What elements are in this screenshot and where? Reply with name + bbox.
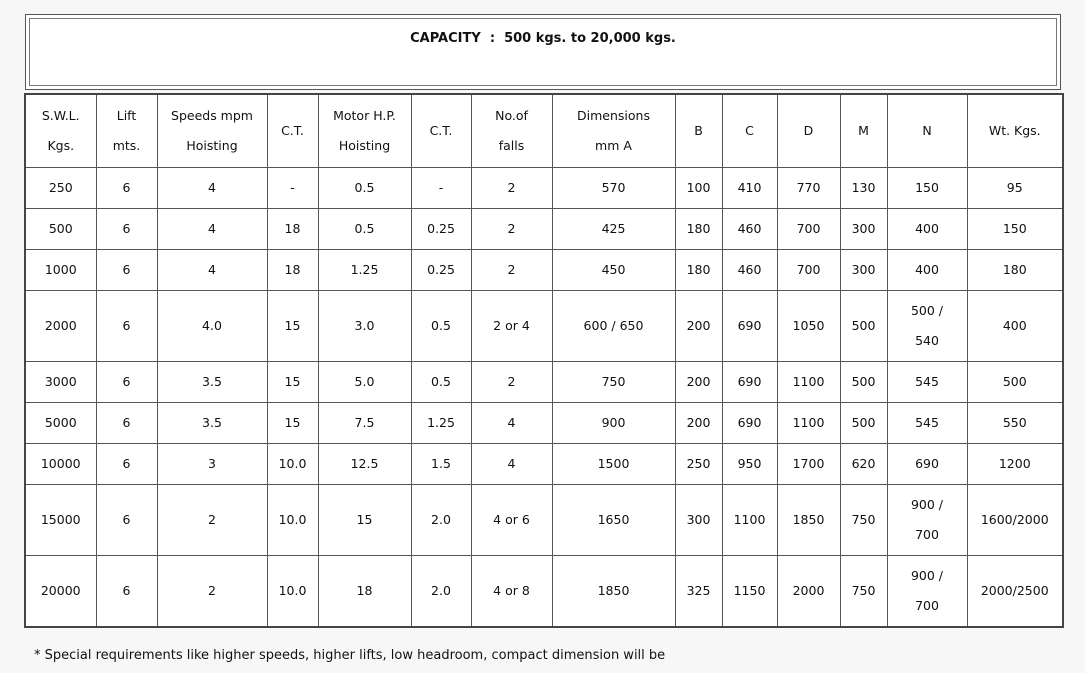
table-cell: 4 — [157, 209, 267, 250]
table-cell: 6 — [96, 485, 157, 556]
table-cell: 3.5 — [157, 362, 267, 403]
table-cell: 500 — [840, 291, 887, 362]
column-header — [267, 94, 318, 168]
table-cell: 2000 — [25, 291, 96, 362]
table-cell: 750 — [840, 556, 887, 628]
table-cell: 500 — [840, 362, 887, 403]
column-header-line1: Dimensions — [577, 108, 650, 123]
table-cell: 690 — [722, 403, 777, 444]
table-row — [25, 362, 1063, 403]
cell-line1: 900 / — [910, 568, 944, 583]
table-cell: 2 — [471, 362, 552, 403]
column-header — [157, 94, 267, 168]
cell-line1: 900 / — [910, 497, 944, 512]
table-row — [25, 403, 1063, 444]
column-header — [471, 94, 552, 168]
table-cell: 3.0 — [318, 291, 411, 362]
table-cell: 4 — [157, 168, 267, 209]
table-cell: 3000 — [25, 362, 96, 403]
table-cell: 15 — [267, 362, 318, 403]
table-cell: 545 — [887, 403, 967, 444]
table-cell: 325 — [675, 556, 722, 628]
table-cell: 100 — [675, 168, 722, 209]
table-cell: 400 — [887, 209, 967, 250]
column-header-line1: Speeds mpm — [171, 108, 253, 123]
table-cell: 0.5 — [411, 362, 471, 403]
header-row — [25, 94, 1063, 168]
cell-line2: 700 — [915, 527, 939, 542]
table-row — [25, 556, 1063, 628]
table-cell: 1850 — [777, 485, 840, 556]
table-cell: 460 — [722, 209, 777, 250]
column-header-line2: mts. — [112, 138, 141, 153]
table-cell: 1600/2000 — [967, 485, 1063, 556]
table-cell: 700 — [777, 250, 840, 291]
table-cell: 2 — [157, 556, 267, 628]
table-row — [25, 291, 1063, 362]
table-cell — [887, 485, 967, 556]
column-header — [552, 94, 675, 168]
table-cell: 6 — [96, 168, 157, 209]
table-cell: 3 — [157, 444, 267, 485]
table-cell: 500 — [840, 403, 887, 444]
capacity-box — [25, 14, 1061, 90]
table-cell: 450 — [552, 250, 675, 291]
table-cell: 1200 — [967, 444, 1063, 485]
column-header-line1: Motor H.P. — [333, 108, 396, 123]
table-cell: 1050 — [777, 291, 840, 362]
table-cell: 250 — [25, 168, 96, 209]
table-cell: 15 — [318, 485, 411, 556]
table-cell: 1100 — [777, 362, 840, 403]
table-body — [25, 168, 1063, 628]
table-cell: 545 — [887, 362, 967, 403]
table-cell: 400 — [967, 291, 1063, 362]
column-header-line1: Wt. Kgs. — [988, 123, 1041, 138]
table-cell: 2 or 4 — [471, 291, 552, 362]
footnote: * Special requirements like higher speeds, higher lifts, low headroom, compact dimension will be — [34, 648, 666, 663]
column-header — [25, 94, 96, 168]
table-cell: 3.5 — [157, 403, 267, 444]
column-header-line1: B — [694, 123, 703, 138]
column-header — [411, 94, 471, 168]
table-cell: 570 — [552, 168, 675, 209]
column-header-line1: C.T. — [429, 123, 453, 138]
table-cell: 1700 — [777, 444, 840, 485]
table-cell: 2 — [157, 485, 267, 556]
table-cell: 300 — [840, 209, 887, 250]
table-cell: 10.0 — [267, 556, 318, 628]
table-cell: 4 — [471, 444, 552, 485]
table-row — [25, 485, 1063, 556]
table-cell: 550 — [967, 403, 1063, 444]
column-header — [777, 94, 840, 168]
column-header — [318, 94, 411, 168]
table-cell: 6 — [96, 444, 157, 485]
table-cell: 18 — [318, 556, 411, 628]
table-cell: 500 — [25, 209, 96, 250]
table-row — [25, 444, 1063, 485]
column-header-line1: N — [922, 123, 932, 138]
table-cell: 6 — [96, 209, 157, 250]
table-cell: 18 — [267, 250, 318, 291]
column-header-line1: No.of — [495, 108, 528, 123]
table-cell: 1000 — [25, 250, 96, 291]
table-cell: 700 — [777, 209, 840, 250]
table-row — [25, 168, 1063, 209]
column-header — [887, 94, 967, 168]
table-cell: 750 — [552, 362, 675, 403]
table-cell: 620 — [840, 444, 887, 485]
column-header-line1: D — [803, 123, 814, 138]
table-cell: 690 — [887, 444, 967, 485]
table-cell: 6 — [96, 362, 157, 403]
table-cell: 400 — [887, 250, 967, 291]
cell-line1: 500 / — [910, 303, 944, 318]
column-header-line1: M — [858, 123, 869, 138]
column-header — [96, 94, 157, 168]
table-cell: 950 — [722, 444, 777, 485]
table-cell: 2.0 — [411, 556, 471, 628]
table-cell: 5000 — [25, 403, 96, 444]
table-cell: 4 or 6 — [471, 485, 552, 556]
table-row — [25, 209, 1063, 250]
table-cell: 10.0 — [267, 444, 318, 485]
column-header-line1: C.T. — [281, 123, 304, 138]
table-cell: 1100 — [722, 485, 777, 556]
table-cell: 10000 — [25, 444, 96, 485]
table-cell: 7.5 — [318, 403, 411, 444]
table-cell: 15 — [267, 403, 318, 444]
column-header-line1: S.W.L. — [41, 108, 80, 123]
table-cell: 2000/2500 — [967, 556, 1063, 628]
table-cell: 150 — [967, 209, 1063, 250]
table-cell: 6 — [96, 250, 157, 291]
table-cell: 2.0 — [411, 485, 471, 556]
column-header — [675, 94, 722, 168]
table-cell: 18 — [267, 209, 318, 250]
table-cell: 180 — [675, 250, 722, 291]
column-header-line2: Kgs. — [47, 138, 75, 153]
table-cell: 20000 — [25, 556, 96, 628]
table-cell: 4.0 — [157, 291, 267, 362]
table-cell: 180 — [967, 250, 1063, 291]
table-cell: 1500 — [552, 444, 675, 485]
table-cell: 2 — [471, 209, 552, 250]
table-cell: 6 — [96, 556, 157, 628]
table-cell: 1.5 — [411, 444, 471, 485]
table-cell — [887, 556, 967, 628]
table-cell: 2 — [471, 250, 552, 291]
table-cell: 200 — [675, 362, 722, 403]
column-header-line2: mm A — [595, 138, 632, 153]
table-cell: 1850 — [552, 556, 675, 628]
table-cell: 250 — [675, 444, 722, 485]
table-cell: 300 — [840, 250, 887, 291]
spec-table — [24, 93, 1064, 628]
table-cell: 180 — [675, 209, 722, 250]
table-cell: - — [267, 168, 318, 209]
table-cell: 6 — [96, 291, 157, 362]
table-cell: 4 — [157, 250, 267, 291]
capacity-title: CAPACITY : 500 kgs. to 20,000 kgs. — [410, 31, 676, 46]
table-cell: 10.0 — [267, 485, 318, 556]
table-cell: 150 — [887, 168, 967, 209]
table-cell: 0.25 — [411, 250, 471, 291]
table-cell: 425 — [552, 209, 675, 250]
table-cell: 0.5 — [318, 209, 411, 250]
table-cell: 4 — [471, 403, 552, 444]
table-cell: 750 — [840, 485, 887, 556]
cell-line2: 700 — [915, 598, 939, 613]
table-cell: 1150 — [722, 556, 777, 628]
column-header — [840, 94, 887, 168]
table-cell: 1.25 — [318, 250, 411, 291]
table-cell: 2 — [471, 168, 552, 209]
column-header — [967, 94, 1063, 168]
table-cell: 0.5 — [411, 291, 471, 362]
table-cell: 200 — [675, 403, 722, 444]
column-header-line1: C — [745, 123, 754, 138]
table-cell: 770 — [777, 168, 840, 209]
table-cell: 690 — [722, 291, 777, 362]
table-cell: 690 — [722, 362, 777, 403]
table-cell: 1100 — [777, 403, 840, 444]
table-cell: 5.0 — [318, 362, 411, 403]
table-cell: 15 — [267, 291, 318, 362]
table-cell: 500 — [967, 362, 1063, 403]
table-cell — [887, 291, 967, 362]
table-cell: 1.25 — [411, 403, 471, 444]
table-cell: 200 — [675, 291, 722, 362]
table-cell: 6 — [96, 403, 157, 444]
table-cell: 300 — [675, 485, 722, 556]
table-cell: 460 — [722, 250, 777, 291]
cell-line2: 540 — [915, 333, 939, 348]
column-header — [722, 94, 777, 168]
column-header-line2: falls — [498, 138, 525, 153]
column-header-line1: Lift — [116, 108, 137, 123]
table-cell: - — [411, 168, 471, 209]
table-cell: 15000 — [25, 485, 96, 556]
table-cell: 130 — [840, 168, 887, 209]
table-cell: 4 or 8 — [471, 556, 552, 628]
table-cell: 410 — [722, 168, 777, 209]
table-cell: 1650 — [552, 485, 675, 556]
column-header-line2: Hoisting — [186, 138, 238, 153]
table-cell: 0.5 — [318, 168, 411, 209]
table-cell: 95 — [967, 168, 1063, 209]
capacity-inner-border — [29, 18, 1057, 86]
table-cell: 900 — [552, 403, 675, 444]
table-cell: 2000 — [777, 556, 840, 628]
column-header-line2: Hoisting — [338, 138, 391, 153]
table-cell: 0.25 — [411, 209, 471, 250]
table-cell: 12.5 — [318, 444, 411, 485]
table-row — [25, 250, 1063, 291]
table-cell: 600 / 650 — [552, 291, 675, 362]
